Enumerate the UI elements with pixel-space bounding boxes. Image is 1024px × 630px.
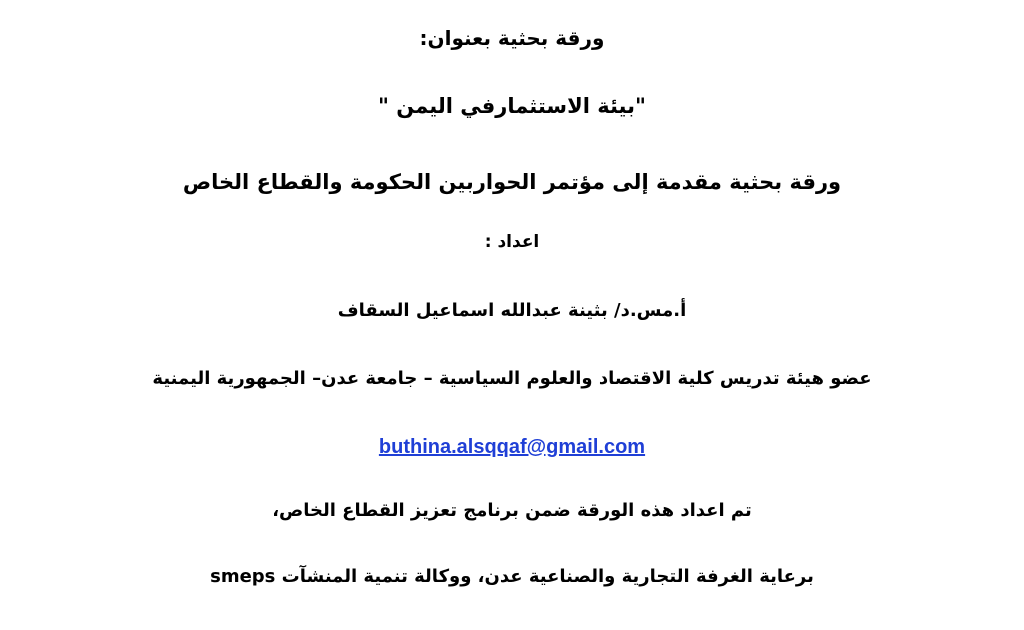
paper-title: "بيئة الاستثمارفي اليمن ": [378, 94, 646, 118]
paper-subtitle: ورقة بحثية مقدمة إلى مؤتمر الحواربين الحكومة والقطاع الخاص: [182, 170, 842, 194]
author-affiliation: عضو هيئة تدريس كلية الاقتصاد والعلوم السياسية – جامعة عدن– الجمهورية اليمنية: [152, 368, 872, 389]
prepared-by-label: اعداد :: [484, 232, 540, 252]
program-note: تم اعداد هذه الورقة ضمن برنامج تعزيز القطاع الخاص،: [272, 500, 752, 521]
author-name: أ.مس.د/ بثينة عبدالله اسماعيل السقاف: [337, 300, 687, 321]
sponsor-note: برعاية الغرفة التجارية والصناعية عدن، ووكالة تنمية المنشآت smeps: [210, 566, 814, 587]
intro-label: ورقة بحثية بعنوان:: [419, 26, 605, 50]
author-email-link[interactable]: buthina.alsqqaf@gmail.com: [378, 436, 646, 458]
